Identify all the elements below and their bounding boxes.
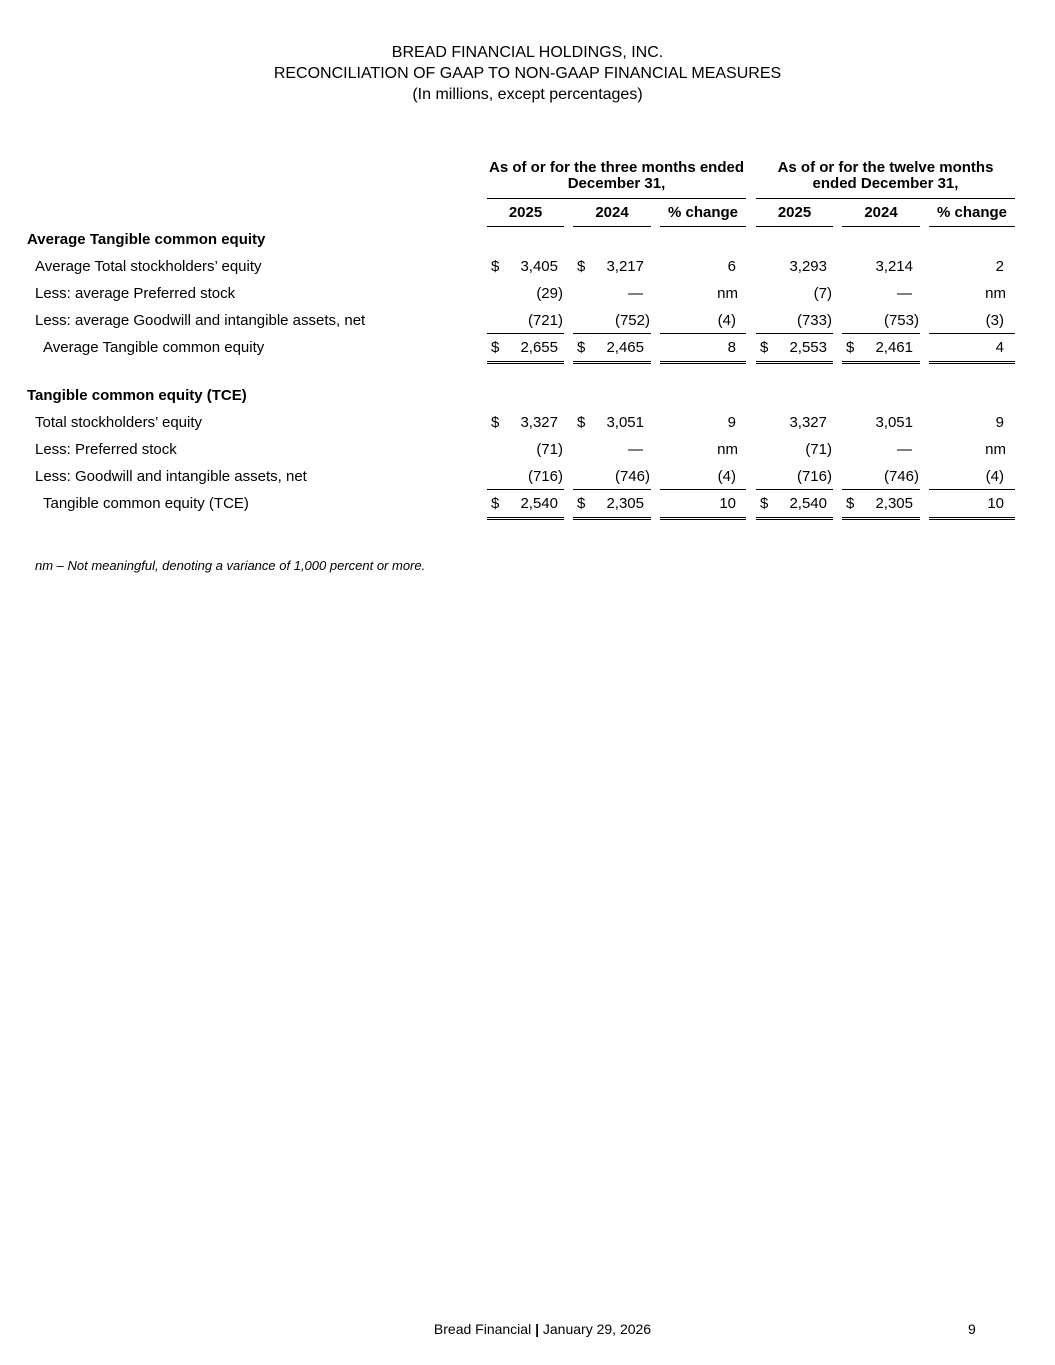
row-label: Less: average Preferred stock [35,285,236,302]
title-company: BREAD FINANCIAL HOLDINGS, INC. [391,44,664,61]
cell-12m-2025 [756,333,833,364]
cell-value: 2,305 [606,495,644,512]
cell-3m-change [660,468,736,490]
section-heading: Tangible common equity (TCE) [27,387,247,404]
col-header-3m-2025: 2025 [487,204,564,227]
cell-value: 3,405 [520,258,558,275]
cell-value: 9 [727,414,736,431]
row-label: Less: Preferred stock [35,441,177,458]
cell-value: 2,540 [520,495,558,512]
cell-value: (746) [883,468,919,485]
cell-value: 3,051 [606,414,644,431]
currency-symbol: $ [491,339,500,356]
cell-3m-change [660,333,746,364]
cell-3m-2025 [487,489,564,520]
footer-center [0,1321,1055,1337]
currency-symbol: $ [491,258,500,275]
currency-symbol: $ [760,495,769,512]
cell-12m-change [929,258,1004,280]
cell-12m-2025 [756,258,827,280]
cell-12m-2025 [756,489,833,520]
cell-value: 2,461 [875,339,913,356]
cell-12m-2025 [756,414,827,436]
row-label: Average Tangible common equity [43,339,265,356]
cell-value: (3) [985,312,1004,329]
cell-value: (4) [717,468,736,485]
table-row-total [0,495,1055,522]
table-row [0,414,1055,441]
cell-value: — [628,441,643,458]
cell-3m-change [660,312,736,334]
cell-value: nm [717,285,738,302]
cell-value: 2,305 [875,495,913,512]
cell-value: 10 [987,495,1004,512]
cell-12m-change [929,414,1004,436]
cell-12m-2025 [756,441,832,463]
section-heading-row [0,231,1055,258]
row-label: Less: Goodwill and intangible assets, net [35,468,307,485]
cell-value: 4 [995,339,1004,356]
cell-3m-2025 [487,285,563,307]
section-heading: Average Tangible common equity [27,231,266,248]
cell-value: 3,214 [875,258,913,275]
cell-12m-2024 [842,258,913,280]
currency-symbol: $ [491,495,500,512]
row-label: Tangible common equity (TCE) [43,495,249,512]
cell-3m-2025 [487,333,564,364]
table-row-total [0,339,1055,366]
cell-12m-2024 [842,414,913,436]
report-title [0,42,1055,105]
cell-value: (7) [813,285,832,302]
cell-12m-change [929,333,1015,364]
header-twelve-months: As of or for the twelve months ended December 31, [756,160,1015,199]
cell-value: — [628,285,643,302]
page-number: 9 [968,1321,976,1337]
cell-value: 9 [995,414,1004,431]
cell-3m-change [660,441,738,463]
cell-value: 10 [719,495,736,512]
cell-3m-2024 [573,468,650,490]
cell-3m-2025 [487,258,558,280]
cell-value: 3,217 [606,258,644,275]
footnote: nm – Not meaningful, denoting a variance of 1,000 percent or more. [35,558,426,573]
row-label: Total stockholders’ equity [35,414,203,431]
cell-3m-2024 [573,312,650,334]
cell-value: (746) [614,468,650,485]
cell-3m-2025 [487,468,563,490]
cell-value: (29) [536,285,563,302]
cell-12m-change [929,468,1004,490]
cell-value: (753) [883,312,919,329]
currency-symbol: $ [760,339,769,356]
cell-3m-change [660,285,738,307]
col-header-12m-change: % change [929,204,1015,227]
cell-value: (721) [527,312,563,329]
cell-value: (4) [717,312,736,329]
row-label: Less: average Goodwill and intangible assets, net [35,312,366,329]
cell-value: 2,655 [520,339,558,356]
cell-3m-2024 [573,489,651,520]
cell-value: 3,327 [789,414,827,431]
currency-symbol: $ [846,495,855,512]
cell-12m-2024 [842,285,912,307]
cell-value: 2,465 [606,339,644,356]
cell-3m-2024 [573,258,644,280]
cell-3m-2024 [573,285,643,307]
header-three-months: As of or for the three months ended December 31, [487,160,746,199]
currency-symbol: $ [577,414,586,431]
cell-value: (71) [805,441,832,458]
cell-value: 3,051 [875,414,913,431]
cell-3m-2025 [487,414,558,436]
cell-3m-change [660,489,746,520]
cell-value: 3,327 [520,414,558,431]
cell-12m-2024 [842,312,919,334]
cell-3m-change [660,414,736,436]
cell-value: nm [985,285,1006,302]
table-row [0,441,1055,468]
cell-12m-change [929,489,1015,520]
cell-value: (71) [536,441,563,458]
table-row [0,258,1055,285]
cell-value: 3,293 [789,258,827,275]
cell-value: 2,553 [789,339,827,356]
title-report: RECONCILIATION OF GAAP TO NON-GAAP FINANCIAL MEASURES [273,65,782,82]
cell-12m-2024 [842,489,920,520]
cell-value: 2,540 [789,495,827,512]
cell-value: (4) [985,468,1004,485]
cell-3m-2024 [573,414,644,436]
currency-symbol: $ [846,339,855,356]
footer-company: Bread Financial [433,1321,532,1337]
currency-symbol: $ [491,414,500,431]
cell-value: — [897,285,912,302]
cell-12m-2024 [842,441,912,463]
cell-value: nm [717,441,738,458]
col-header-3m-2024: 2024 [573,204,651,227]
cell-3m-2025 [487,441,563,463]
col-header-3m-change: % change [660,204,746,227]
col-header-12m-2024: 2024 [842,204,920,227]
footer-separator: | [535,1321,539,1337]
cell-value: — [897,441,912,458]
cell-12m-change [929,441,1006,463]
footer-date: January 29, 2026 [542,1321,652,1337]
cell-value: (716) [796,468,832,485]
cell-3m-change [660,258,736,280]
cell-value: 2 [995,258,1004,275]
cell-3m-2025 [487,312,563,334]
cell-value: (752) [614,312,650,329]
cell-value: (716) [527,468,563,485]
cell-3m-2024 [573,333,651,364]
col-header-12m-2025: 2025 [756,204,833,227]
cell-12m-2024 [842,333,920,364]
section-heading-row [0,387,1055,414]
row-label: Average Total stockholders’ equity [35,258,262,275]
cell-3m-2024 [573,441,643,463]
table-row [0,285,1055,312]
cell-value: nm [985,441,1006,458]
cell-value: 8 [727,339,736,356]
cell-value: (733) [796,312,832,329]
currency-symbol: $ [577,339,586,356]
cell-12m-2025 [756,312,832,334]
cell-12m-2025 [756,285,832,307]
cell-12m-2024 [842,468,919,490]
title-units: (In millions, except percentages) [412,86,643,103]
currency-symbol: $ [577,495,586,512]
currency-symbol: $ [577,258,586,275]
cell-value: 6 [727,258,736,275]
cell-12m-change [929,312,1004,334]
cell-12m-change [929,285,1006,307]
cell-12m-2025 [756,468,832,490]
